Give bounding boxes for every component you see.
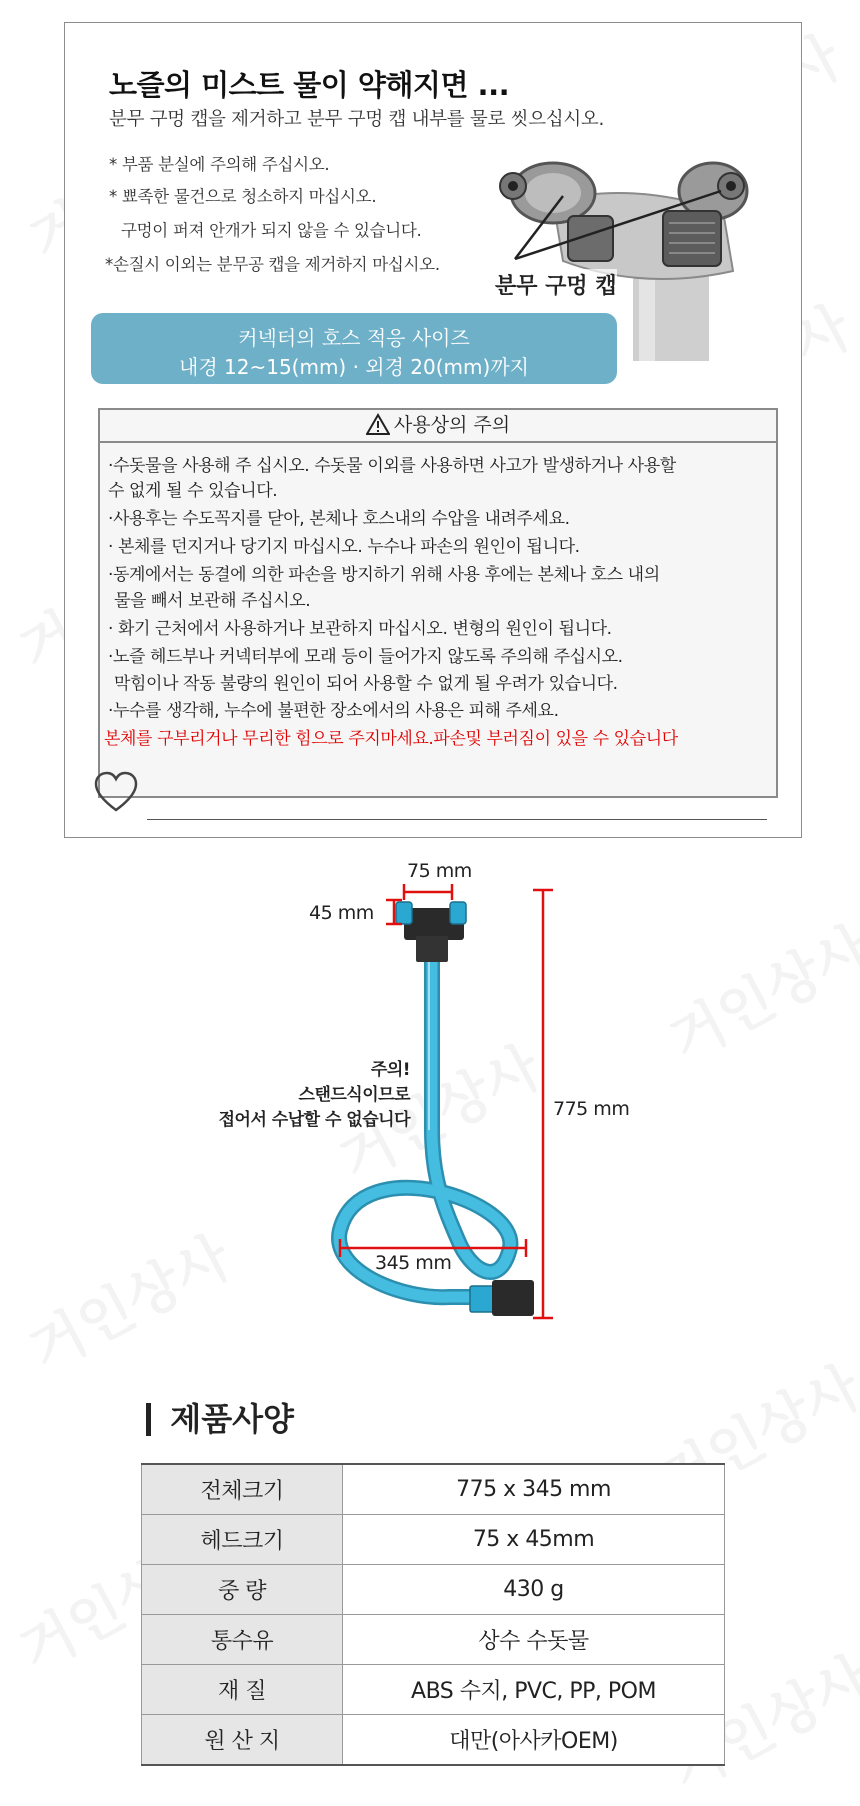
cap-label: 분무 구멍 캡 (495, 269, 617, 300)
spec-value: 대만(아사카OEM) (343, 1715, 725, 1766)
hose-size-line-1: 커넥터의 호스 적응 사이즈 (238, 326, 470, 350)
spec-key: 중 량 (142, 1565, 343, 1615)
caution-line: ·동계에서는 동결에 의한 파손을 방지하기 위해 사용 후에는 본체나 호스 내의 (108, 565, 660, 585)
caution-box (98, 408, 778, 798)
spec-value: 75 x 45mm (343, 1515, 725, 1565)
note-2: * 뾰족한 물건으로 청소하지 마십시오. (109, 187, 377, 206)
spec-value: 상수 수돗물 (343, 1615, 725, 1665)
notice-line: 접어서 수납할 수 없습니다 (218, 1110, 410, 1130)
storage-notice (180, 1055, 410, 1130)
mist-subtitle: 분무 구멍 캡을 제거하고 분무 구멍 캡 내부를 물로 씻으십시오. (109, 109, 605, 130)
caution-line: · 본체를 던지거나 당기지 마십시오. 누수나 파손의 원인이 됩니다. (108, 537, 580, 557)
table-row (142, 1464, 725, 1515)
spec-key: 재 질 (142, 1665, 343, 1715)
caution-title: 사용상의 주의 (393, 414, 511, 436)
dimension-diagram (0, 850, 860, 1370)
note-1: * 부품 분실에 주의해 주십시오. (109, 155, 330, 174)
caution-line: 막힘이나 작동 불량의 원인이 되어 사용할 수 없게 될 우려가 있습니다. (114, 674, 618, 694)
head-height-label: 45 mm (309, 902, 374, 924)
spec-value: ABS 수지, PVC, PP, POM (343, 1665, 725, 1715)
table-row (142, 1715, 725, 1766)
total-height-label: 775 mm (553, 1098, 630, 1120)
caution-line: ·누수를 생각해, 누수에 불편한 장소에서의 사용은 피해 주세요. (108, 701, 559, 721)
loop-width-label: 345 mm (375, 1252, 452, 1274)
head-width-label: 75 mm (407, 860, 472, 882)
table-row (142, 1615, 725, 1665)
hose-size-line-2: 내경 12~15(mm) · 외경 20(mm)까지 (179, 355, 529, 379)
note-3: 구멍이 퍼져 안개가 되지 않을 수 있습니다. (121, 221, 422, 240)
spec-heading (148, 1394, 294, 1440)
table-row (142, 1665, 725, 1715)
divider (147, 819, 767, 820)
spec-heading-text: 제품사양 (170, 1400, 294, 1438)
note-4: *손질시 이외는 분무공 캡을 제거하지 마십시오. (105, 255, 440, 274)
caution-warning: 본체를 구부리거나 무리한 힘으로 주지마세요.파손및 부러짐이 있을 수 있습니다 (104, 729, 678, 749)
caution-line: 수 없게 될 수 있습니다. (108, 481, 278, 501)
spec-key: 통수유 (142, 1615, 343, 1665)
caution-line: ·노즐 헤드부나 커넥터부에 모래 등이 들어가지 않도록 주의해 주십시오. (108, 647, 623, 667)
spec-value: 430 g (343, 1565, 725, 1615)
caution-line: ·사용후는 수도꼭지를 닫아, 본체나 호스내의 수압을 내려주세요. (108, 509, 570, 529)
caution-header (100, 410, 776, 443)
mist-title: 노즐의 미스트 물이 약해지면 ... (109, 68, 510, 102)
notice-line: 스탠드식이므로 (298, 1085, 410, 1105)
spec-table (141, 1463, 725, 1766)
spec-value: 775 x 345 mm (343, 1464, 725, 1515)
caution-line: · 화기 근처에서 사용하거나 보관하지 마십시오. 변형의 원인이 됩니다. (108, 619, 612, 639)
care-instructions-card (64, 22, 802, 838)
heart-icon (93, 771, 139, 813)
hose-illustration (0, 850, 860, 1370)
table-row (142, 1565, 725, 1615)
notice-line: 주의! (370, 1060, 410, 1080)
caution-line: 물을 빼서 보관해 주십시오. (114, 591, 311, 611)
spec-key: 헤드크기 (142, 1515, 343, 1565)
spec-key: 전체크기 (142, 1464, 343, 1515)
hose-size-box (91, 313, 617, 384)
caution-line: ·수돗물을 사용해 주 십시오. 수돗물 이외를 사용하면 사고가 발생하거나 사용할 (108, 456, 676, 476)
table-row (142, 1515, 725, 1565)
spec-key: 원 산 지 (142, 1715, 343, 1766)
warning-icon (366, 413, 390, 435)
